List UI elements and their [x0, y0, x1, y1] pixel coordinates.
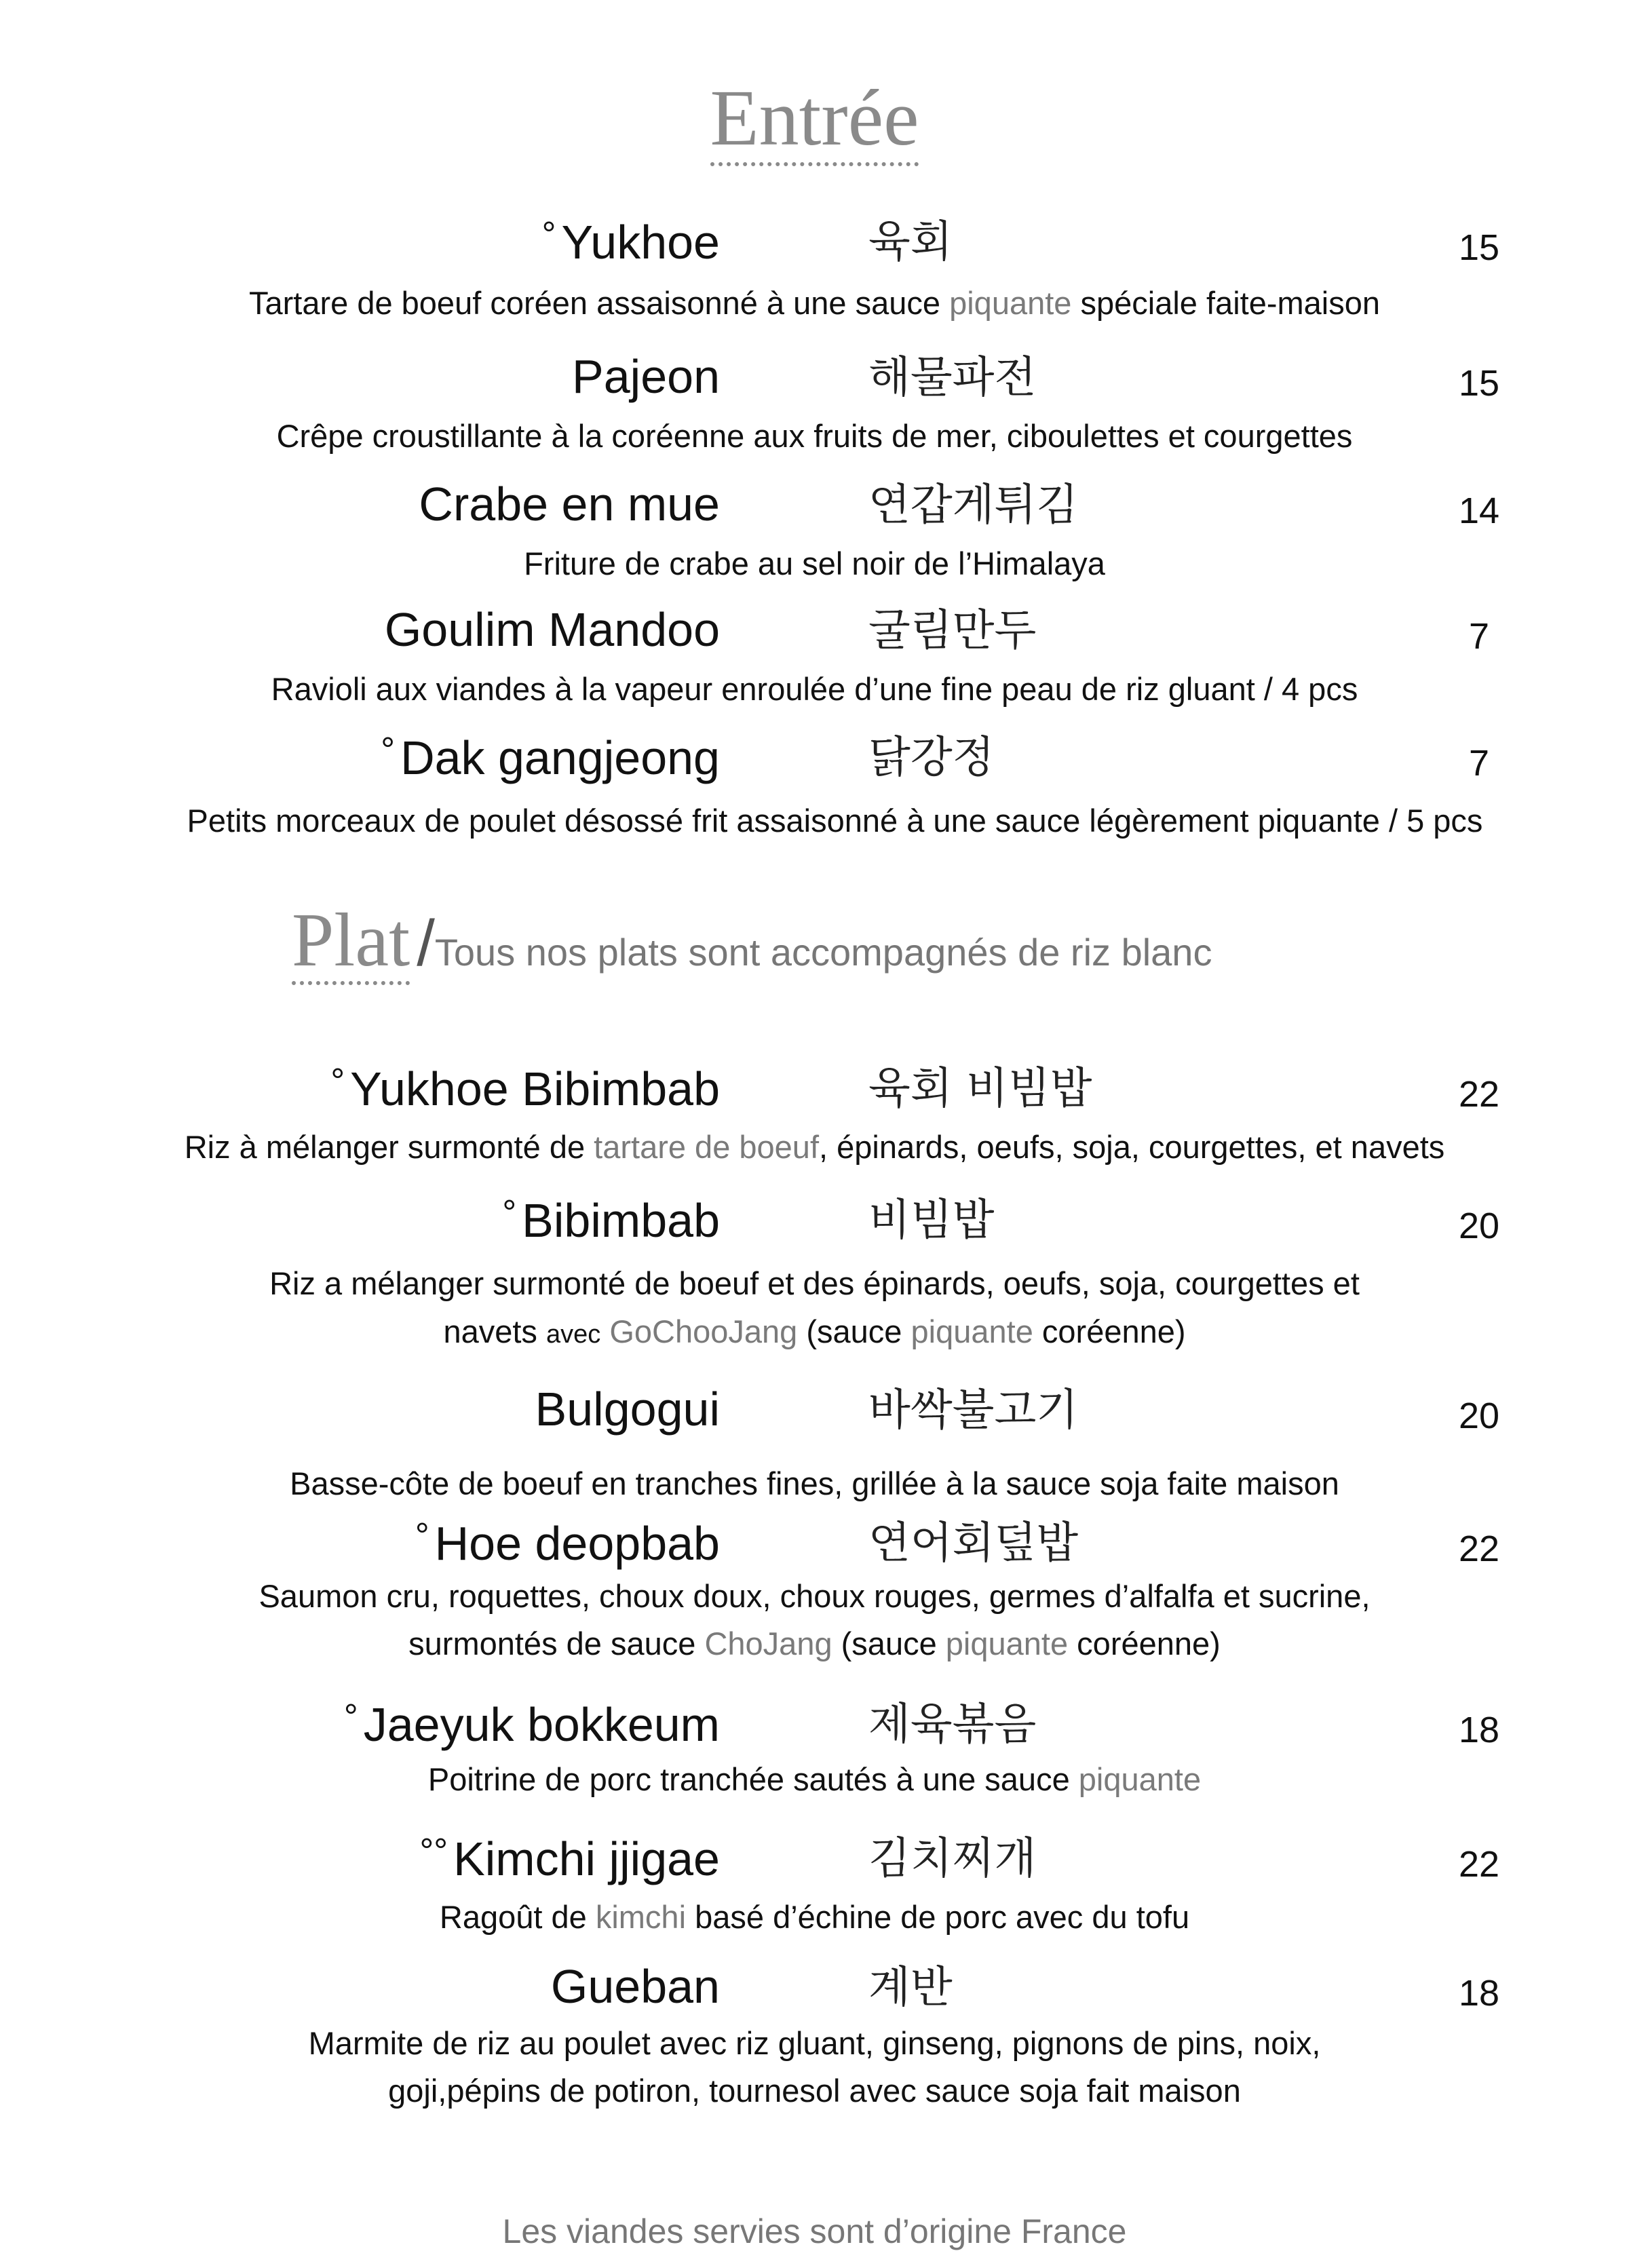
item-price: 18 [1458, 1973, 1500, 2014]
item-name: Goulim Mandoo [384, 603, 720, 656]
item-name: Gueban [550, 1960, 720, 2013]
item-desc-line1: Marmite de riz au poulet avec riz gluant, ginseng, pignons de pins, noix, [308, 2025, 1321, 2061]
plat-subtitle: Tous nos plats sont accompagnés de riz blanc [434, 931, 1212, 974]
item-price: 15 [1458, 363, 1500, 404]
item-name: °° Kimchi jjigae [419, 1832, 720, 1885]
item-korean: 김치찌개 [868, 1834, 1037, 1884]
item-price: 22 [1458, 1074, 1500, 1115]
item-name: ° Bibimbab [502, 1193, 720, 1247]
item-price: 20 [1458, 1206, 1500, 1246]
item-price: 15 [1458, 227, 1500, 268]
item-name: Crabe en mue [419, 478, 720, 531]
item-desc: Friture de crabe au sel noir de l’Himalaya [524, 545, 1105, 581]
item-korean: 굴림만두 [868, 606, 1037, 656]
item-desc-line2: surmontés de sauce ChoJang (sauce piquante coréenne) [408, 1626, 1221, 1661]
item-price: 7 [1468, 743, 1490, 784]
item-name: ° Dak gangjeong [381, 731, 720, 784]
entree-title: Entrée [0, 78, 1629, 169]
plat-header [292, 898, 1212, 985]
item-price: 14 [1458, 491, 1500, 531]
footer-origin-note: Les viandes servies sont d’origine France [502, 2212, 1127, 2250]
item-korean: 육회 비빔밥 [868, 1064, 1092, 1114]
item-name: ° Yukhoe Bibimbab [330, 1062, 720, 1115]
item-name: Bulgogui [535, 1383, 720, 1436]
item-price: 18 [1458, 1710, 1500, 1750]
plat-slash: / [417, 907, 435, 980]
item-korean: 비빔밥 [868, 1195, 995, 1246]
item-korean: 해물파전 [868, 353, 1037, 403]
item-korean: 제육볶음 [868, 1699, 1037, 1750]
item-desc: Basse-côte de boeuf en tranches fines, grillée à la sauce soja faite maison [290, 1465, 1339, 1501]
item-name: ° Yukhoe [541, 215, 720, 269]
item-desc-line1: Saumon cru, roquettes, choux doux, choux rouges, germes d’alfalfa et sucrine, [258, 1578, 1371, 1614]
item-korean: 육회 [868, 217, 953, 267]
item-price: 22 [1458, 1844, 1500, 1885]
item-desc: Poitrine de porc tranchée sautés à une sauce piquante [427, 1761, 1202, 1797]
item-desc: Crêpe croustillante à la coréenne aux fruits de mer, ciboulettes et courgettes [276, 418, 1353, 454]
item-desc: Ragoût de kimchi basé d’échine de porc avec du tofu [439, 1899, 1190, 1935]
item-desc-line1: Riz a mélanger surmonté de boeuf et des épinards, oeufs, soja, courgettes et [269, 1265, 1360, 1301]
item-korean: 바싹불고기 [868, 1385, 1079, 1436]
item-price: 7 [1468, 616, 1490, 657]
item-price: 22 [1458, 1529, 1500, 1569]
item-desc: Petits morceaux de poulet désossé frit assaisonné à une sauce légèrement piquante / 5 pcs [187, 803, 1483, 839]
item-korean: 연갑게튀김 [868, 480, 1079, 531]
item-name: ° Jaeyuk bokkeum [343, 1697, 720, 1751]
item-korean: 연어회덮밥 [868, 1518, 1079, 1569]
item-name: ° Hoe deopbab [415, 1516, 720, 1570]
item-desc: Tartare de boeuf coréen assaisonné à une sauce piquante spéciale faite-maison [248, 285, 1380, 321]
item-price: 20 [1458, 1396, 1500, 1436]
plat-title: Plat [292, 902, 410, 985]
item-name: Pajeon [572, 350, 720, 403]
item-desc: Ravioli aux viandes à la vapeur enroulée d’une fine peau de riz gluant / 4 pcs [271, 671, 1358, 707]
item-desc: Riz à mélanger surmonté de tartare de boeuf, épinards, oeufs, soja, courgettes, et navets [184, 1129, 1445, 1165]
item-desc-line2: navets avec GoChooJang (sauce piquante coréenne) [443, 1313, 1186, 1349]
item-korean: 닭강정 [868, 733, 995, 783]
item-desc-line2: goji,pépins de potiron, tournesol avec sauce soja fait maison [388, 2073, 1241, 2109]
item-korean: 계반 [868, 1963, 953, 2013]
